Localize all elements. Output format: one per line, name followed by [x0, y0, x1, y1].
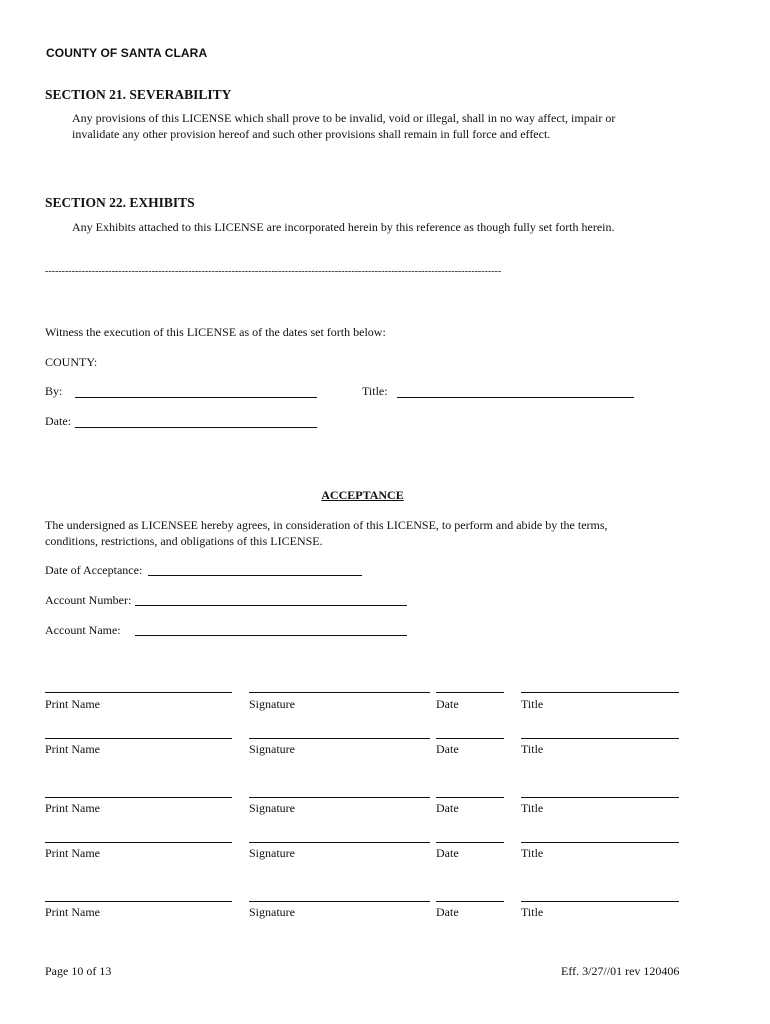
acceptance-title: ACCEPTANCE [321, 488, 404, 502]
print-name-label: Print Name [45, 742, 100, 756]
date-line[interactable] [436, 842, 504, 843]
title-label: Title [521, 697, 544, 711]
section-22-title: SECTION 22. EXHIBITS [45, 195, 195, 210]
signature-label: Signature [249, 846, 295, 860]
account-number-line[interactable] [135, 605, 407, 606]
signature-line[interactable] [249, 692, 430, 693]
signature-label: Signature [249, 697, 295, 711]
print-name-label: Print Name [45, 846, 100, 860]
acceptance-line-1: The undersigned as LICENSEE hereby agrees, in consideration of this LICENSE, to perform and abide by the terms, [45, 518, 608, 532]
print-name-line[interactable] [45, 738, 232, 739]
section-21-line-1: Any provisions of this LICENSE which shall prove to be invalid, void or illegal, shall in no way affect, impair or [72, 111, 616, 125]
date-label: Date: [45, 414, 71, 428]
section-21-line-2: invalidate any other provision hereof and such other provisions shall remain in full force and effect. [72, 127, 551, 141]
signature-line[interactable] [249, 797, 430, 798]
date-line[interactable] [436, 692, 504, 693]
section-21-title: SECTION 21. SEVERABILITY [45, 87, 232, 102]
date-label: Date [436, 846, 459, 860]
signature-line[interactable] [249, 901, 430, 902]
date-of-acceptance-label: Date of Acceptance: [45, 563, 143, 577]
acceptance-line-2: conditions, restrictions, and obligations of this LICENSE. [45, 534, 323, 548]
date-line[interactable] [436, 738, 504, 739]
print-name-line[interactable] [45, 842, 232, 843]
title-line[interactable] [521, 901, 679, 902]
county-label: COUNTY: [45, 355, 98, 369]
signature-label: Signature [249, 905, 295, 919]
date-label: Date [436, 905, 459, 919]
date-of-acceptance-line[interactable] [148, 575, 362, 576]
page-number: Page 10 of 13 [45, 964, 112, 978]
by-label: By: [45, 384, 63, 398]
print-name-line[interactable] [45, 797, 232, 798]
print-name-label: Print Name [45, 697, 100, 711]
account-number-label: Account Number: [45, 593, 132, 607]
print-name-line[interactable] [45, 692, 232, 693]
title-line[interactable] [521, 842, 679, 843]
dashed-divider: ----------------------------------------------------------------------------------------------------------------------------------------- [45, 266, 502, 277]
account-name-label: Account Name: [45, 623, 121, 637]
witness-text: Witness the execution of this LICENSE as of the dates set forth below: [45, 325, 386, 339]
title-label: Title: [362, 384, 388, 398]
title-line[interactable] [521, 797, 679, 798]
date-label: Date [436, 742, 459, 756]
title-label: Title [521, 742, 544, 756]
signature-label: Signature [249, 742, 295, 756]
county-header: COUNTY OF SANTA CLARA [46, 46, 208, 60]
by-signature-line[interactable] [75, 397, 317, 398]
signature-line[interactable] [249, 738, 430, 739]
title-signature-line[interactable] [397, 397, 634, 398]
print-name-line[interactable] [45, 901, 232, 902]
date-line[interactable] [436, 797, 504, 798]
date-label: Date [436, 697, 459, 711]
title-label: Title [521, 846, 544, 860]
effective-date: Eff. 3/27//01 rev 120406 [561, 964, 680, 978]
signature-label: Signature [249, 801, 295, 815]
account-name-line[interactable] [135, 635, 407, 636]
signature-line[interactable] [249, 842, 430, 843]
date-line[interactable] [436, 901, 504, 902]
print-name-label: Print Name [45, 801, 100, 815]
date-label: Date [436, 801, 459, 815]
title-line[interactable] [521, 692, 679, 693]
date-line[interactable] [75, 427, 317, 428]
print-name-label: Print Name [45, 905, 100, 919]
section-22-text: Any Exhibits attached to this LICENSE are incorporated herein by this reference as though fully set forth herein. [72, 220, 615, 234]
title-line[interactable] [521, 738, 679, 739]
title-label: Title [521, 905, 544, 919]
title-label: Title [521, 801, 544, 815]
